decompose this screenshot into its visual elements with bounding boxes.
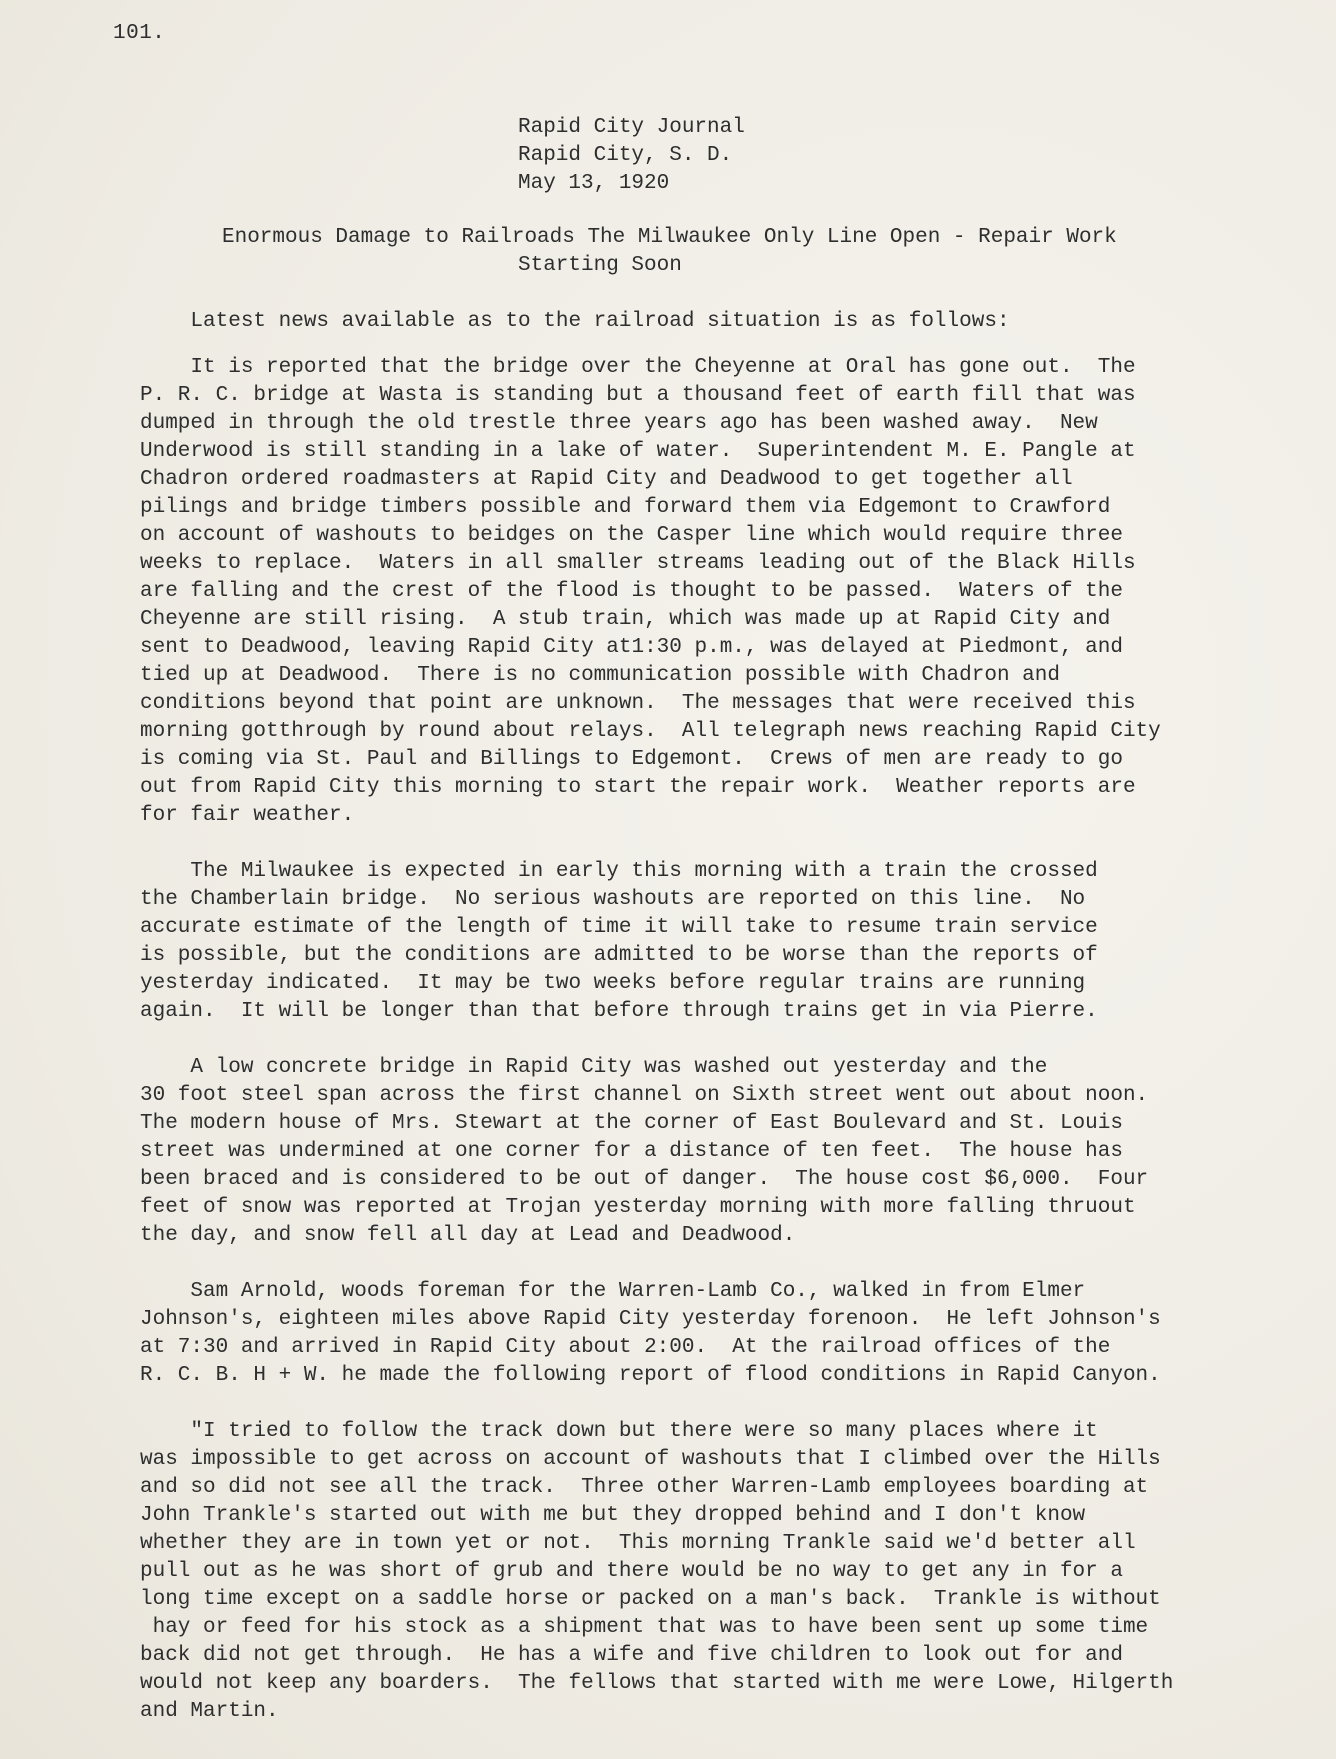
paragraph	[140, 1278, 1290, 1390]
text-line: accurate estimate of the length of time it will take to resume train service	[140, 916, 1098, 939]
text-line: Chadron ordered roadmasters at Rapid City and Deadwood to get together all	[140, 468, 1073, 491]
text-line: Johnson's, eighteen miles above Rapid City yesterday forenoon. He left Johnson's	[140, 1308, 1161, 1331]
text-line: and so did not see all the track. Three other Warren-Lamb employees boarding at	[140, 1476, 1149, 1499]
text-line: would not keep any boarders. The fellows that started with me were Lowe, Hilgerth	[140, 1672, 1174, 1695]
text-line: yesterday indicated. It may be two weeks before regular trains are running	[140, 972, 1086, 995]
text-line: Latest news available as to the railroad situation is as follows:	[140, 310, 1010, 333]
text-line: and Martin.	[140, 1700, 279, 1723]
text-line: Underwood is still standing in a lake of water. Superintendent M. E. Pangle at	[140, 440, 1136, 463]
text-line: street was undermined at one corner for a distance of ten feet. The house has	[140, 1140, 1123, 1163]
text-line: been braced and is considered to be out of danger. The house cost $6,000. Four	[140, 1168, 1149, 1191]
text-line: sent to Deadwood, leaving Rapid City at1:30 p.m., was delayed at Piedmont, and	[140, 636, 1123, 659]
text-line: for fair weather.	[140, 804, 355, 827]
text-line: on account of washouts to beidges on the Casper line which would require three	[140, 524, 1123, 547]
text-line: is coming via St. Paul and Billings to Edgemont. Crews of men are ready to go	[140, 748, 1123, 771]
text-line: hay or feed for his stock as a shipment that was to have been sent up some time	[140, 1616, 1149, 1639]
text-line: dumped in through the old trestle three years ago has been washed away. New	[140, 412, 1098, 435]
text-line: was impossible to get across on account of washouts that I climbed over the Hills	[140, 1448, 1161, 1471]
text-line: feet of snow was reported at Trojan yesterday morning with more falling thruout	[140, 1196, 1136, 1219]
paragraph-spacer	[140, 1250, 1290, 1278]
paragraph-spacer	[140, 1026, 1290, 1054]
paragraph	[140, 858, 1290, 1026]
text-line: out from Rapid City this morning to start the repair work. Weather reports are	[140, 776, 1136, 799]
article-body	[140, 308, 1290, 1726]
newspaper-location: Rapid City, S. D.	[518, 144, 733, 167]
text-line: The modern house of Mrs. Stewart at the corner of East Boulevard and St. Louis	[140, 1112, 1123, 1135]
text-line: tied up at Deadwood. There is no communication possible with Chadron and	[140, 664, 1060, 687]
text-line: morning gotthrough by round about relays. All telegraph news reaching Rapid City	[140, 720, 1161, 743]
text-line: R. C. B. H + W. he made the following report of flood conditions in Rapid Canyon.	[140, 1364, 1161, 1387]
newspaper-name: Rapid City Journal	[518, 116, 745, 139]
headline-line: Enormous Damage to Railroads The Milwaukee Only Line Open - Repair Work	[222, 226, 1117, 249]
text-line: conditions beyond that point are unknown. The messages that were received this	[140, 692, 1136, 715]
text-line: 30 foot steel span across the first channel on Sixth street went out about noon.	[140, 1084, 1149, 1107]
text-line: P. R. C. bridge at Wasta is standing but a thousand feet of earth fill that was	[140, 384, 1136, 407]
masthead	[518, 114, 745, 198]
text-line: the Chamberlain bridge. No serious washouts are reported on this line. No	[140, 888, 1086, 911]
publication-date: May 13, 1920	[518, 172, 670, 195]
text-line: are falling and the crest of the flood is thought to be passed. Waters of the	[140, 580, 1123, 603]
article-headline	[222, 224, 1252, 280]
text-line: whether they are in town yet or not. This morning Trankle said we'd better all	[140, 1532, 1136, 1555]
paragraph-spacer	[140, 1390, 1290, 1418]
text-line: pilings and bridge timbers possible and forward them via Edgemont to Crawford	[140, 496, 1111, 519]
text-line: at 7:30 and arrived in Rapid City about 2:00. At the railroad offices of the	[140, 1336, 1111, 1359]
text-line: Sam Arnold, woods foreman for the Warren-Lamb Co., walked in from Elmer	[140, 1280, 1086, 1303]
paragraph	[140, 1418, 1290, 1726]
text-line: back did not get through. He has a wife and five children to look out for and	[140, 1644, 1123, 1667]
text-line: again. It will be longer than that before through trains get in via Pierre.	[140, 1000, 1098, 1023]
text-line: It is reported that the bridge over the Cheyenne at Oral has gone out. The	[140, 356, 1136, 379]
text-line: weeks to replace. Waters in all smaller streams leading out of the Black Hills	[140, 552, 1136, 575]
text-line: A low concrete bridge in Rapid City was washed out yesterday and the	[140, 1056, 1048, 1079]
page-number: 101.	[113, 22, 166, 45]
text-line: The Milwaukee is expected in early this morning with a train the crossed	[140, 860, 1098, 883]
paragraph-spacer	[140, 830, 1290, 858]
text-line: Cheyenne are still rising. A stub train, which was made up at Rapid City and	[140, 608, 1111, 631]
text-line: John Trankle's started out with me but they dropped behind and I don't know	[140, 1504, 1086, 1527]
text-line: is possible, but the conditions are admitted to be worse than the reports of	[140, 944, 1098, 967]
text-line: pull out as he was short of grub and there would be no way to get any in for a	[140, 1560, 1123, 1583]
paragraph	[140, 354, 1290, 830]
text-line: long time except on a saddle horse or packed on a man's back. Trankle is without	[140, 1588, 1161, 1611]
text-line: the day, and snow fell all day at Lead and Deadwood.	[140, 1224, 796, 1247]
text-line: "I tried to follow the track down but there were so many places where it	[140, 1420, 1098, 1443]
headline-line: Starting Soon	[518, 254, 682, 277]
paragraph	[140, 308, 1290, 336]
paragraph	[140, 1054, 1290, 1250]
paragraph-spacer	[140, 336, 1290, 354]
